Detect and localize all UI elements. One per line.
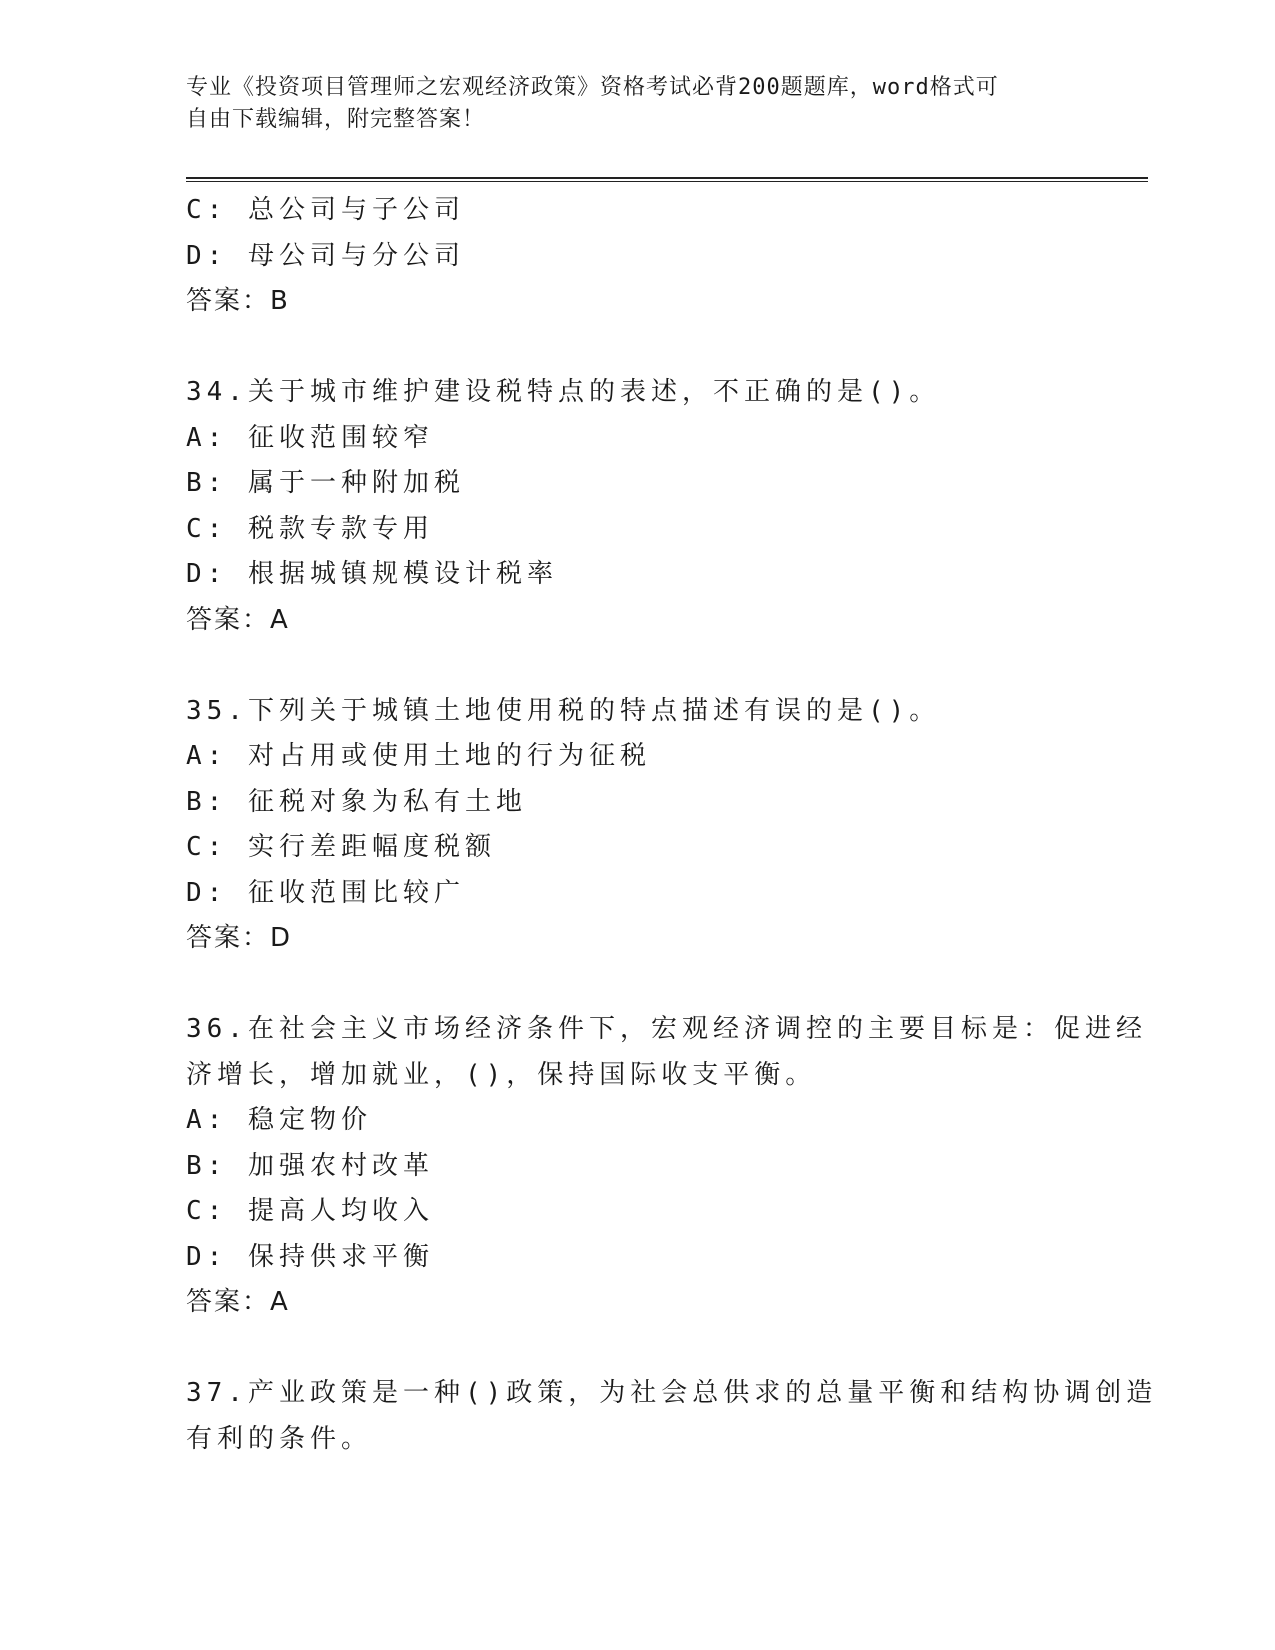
option-c: C: 总公司与子公司 [186, 195, 465, 225]
question-text: 35.下列关于城镇土地使用税的特点描述有误的是()。 [186, 695, 941, 726]
option-a: A: 对占用或使用土地的行为征税 [186, 741, 651, 771]
option-a: A: 征收范围较窄 [186, 422, 434, 453]
question-text-line-2: 济增长，增加就业，()，保持国际收支平衡。 [186, 1059, 817, 1090]
header-line-1: 专业《投资项目管理师之宏观经济政策》资格考试必背200题题库，word格式可 [186, 75, 999, 100]
question-37 [186, 1371, 1158, 1462]
header-divider [186, 177, 1148, 182]
option-c: C: 提高人均收入 [186, 1196, 434, 1226]
option-b: B: 征税对象为私有土地 [186, 786, 527, 817]
answer: 答案：A [186, 1287, 290, 1317]
question-text: 34.关于城市维护建设税特点的表述，不正确的是()。 [186, 377, 941, 407]
question-36 [186, 1007, 1147, 1326]
option-d: D: 保持供求平衡 [186, 1241, 434, 1272]
question-list [186, 188, 1158, 1462]
spacer [186, 325, 1086, 371]
option-a: A: 稳定物价 [186, 1105, 372, 1135]
question-35 [186, 689, 1086, 962]
spacer [186, 962, 1086, 1008]
option-b: B: 加强农村改革 [186, 1150, 434, 1181]
prev-question [186, 188, 1086, 325]
question-text-line-2: 有利的条件。 [186, 1423, 373, 1454]
answer: 答案：D [186, 923, 293, 953]
spacer [186, 1326, 1086, 1372]
option-c: C: 税款专款专用 [186, 513, 434, 544]
answer: 答案：A [186, 604, 290, 635]
answer: 答案：B [186, 286, 290, 316]
option-d: D: 征收范围比较广 [186, 877, 465, 908]
question-text-line-1: 37.产业政策是一种()政策，为社会总供求的总量平衡和结构协调创造 [186, 1378, 1158, 1408]
header-line-2: 自由下载编辑，附完整答案！ [186, 107, 486, 132]
question-34 [186, 370, 1086, 643]
option-c: C: 实行差距幅度税额 [186, 832, 496, 862]
option-d: D: 母公司与分公司 [186, 240, 465, 271]
question-text-line-1: 36.在社会主义市场经济条件下，宏观经济调控的主要目标是：促进经 [186, 1014, 1147, 1044]
option-b: B: 属于一种附加税 [186, 468, 465, 498]
spacer [186, 643, 1086, 689]
option-d: D: 根据城镇规模设计税率 [186, 559, 558, 589]
page-header [186, 72, 1066, 136]
